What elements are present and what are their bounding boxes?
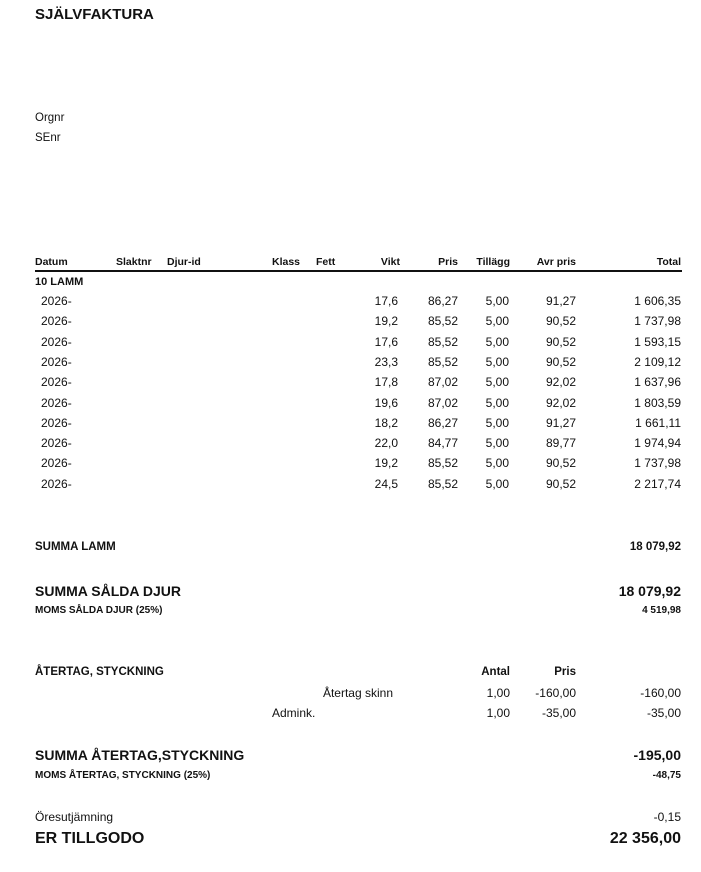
cell-total: 2 109,12	[634, 354, 681, 369]
cell-avrpris: 90,52	[545, 354, 576, 369]
summa-atertag-value: -195,00	[633, 747, 681, 763]
cell-total: 1 606,35	[634, 294, 681, 308]
cell-tillagg: 5,00	[485, 294, 509, 308]
cell-total: 1 974,94	[634, 436, 681, 451]
atertag-label: ÅTERTAG, STYCKNING	[35, 666, 164, 678]
atertag-item-pris: -160,00	[535, 686, 576, 700]
cell-avrpris: 91,27	[545, 294, 576, 308]
cell-total: 2 217,74	[634, 476, 681, 491]
oresutjamning-label: Öresutjämning	[35, 810, 114, 824]
cell-pris: 85,52	[427, 354, 458, 369]
cell-avrpris: 91,27	[545, 415, 576, 430]
cell-vikt: 19,2	[374, 314, 398, 329]
header-djurid: Djur-id	[167, 256, 201, 268]
cell-pris: 84,77	[427, 436, 458, 451]
header-datum: Datum	[35, 256, 68, 268]
cell-datum: 2026-	[41, 354, 72, 369]
header-slaktnr: Slaktnr	[116, 256, 152, 268]
atertag-item-total: -160,00	[640, 686, 681, 700]
cell-total: 1 737,98	[634, 456, 681, 471]
cell-tillagg: 5,00	[485, 334, 509, 349]
cell-vikt: 19,2	[374, 456, 398, 471]
atertag-item-pris: -35,00	[541, 706, 576, 720]
cell-vikt: 23,3	[374, 354, 398, 369]
cell-tillagg: 5,00	[485, 354, 509, 369]
cell-datum: 2026-	[41, 436, 72, 451]
tillgodo-value: 22 356,00	[609, 830, 681, 847]
cell-pris: 85,52	[427, 334, 458, 349]
atertag-item-name: Admink.	[272, 706, 316, 720]
header-fett: Fett	[316, 256, 336, 268]
summa-lamm-label: SUMMA LAMM	[35, 541, 116, 553]
group-label: 10 LAMM	[35, 276, 84, 288]
atertag-item-antal: 1,00	[486, 706, 510, 720]
moms-salda-value: 4 519,98	[642, 605, 681, 616]
atertag-item-name: Återtag skinn	[322, 686, 393, 700]
cell-avrpris: 90,52	[545, 476, 576, 491]
oresutjamning-value: -0,15	[653, 810, 681, 824]
summa-salda-value: 18 079,92	[618, 583, 681, 599]
atertag-antal-header: Antal	[481, 666, 510, 678]
cell-avrpris: 90,52	[545, 456, 576, 471]
header-vikt: Vikt	[380, 256, 400, 268]
moms-atertag-value: -48,75	[652, 770, 681, 781]
cell-total: 1 661,11	[635, 415, 681, 430]
tillgodo-label: ER TILLGODO	[35, 830, 145, 847]
cell-pris: 85,52	[427, 456, 458, 471]
cell-avrpris: 90,52	[545, 334, 576, 349]
cell-tillagg: 5,00	[485, 375, 509, 390]
cell-avrpris: 90,52	[545, 314, 576, 329]
header-klass: Klass	[272, 256, 301, 268]
cell-vikt: 24,5	[374, 476, 398, 491]
cell-tillagg: 5,00	[485, 395, 509, 410]
cell-tillagg: 5,00	[485, 476, 509, 491]
cell-avrpris: 89,77	[545, 436, 576, 451]
moms-atertag-label: MOMS ÅTERTAG, STYCKNING (25%)	[35, 770, 211, 781]
cell-datum: 2026-	[41, 334, 72, 349]
cell-datum: 2026-	[41, 375, 72, 390]
cell-pris: 86,27	[427, 415, 458, 430]
senr-label: SEnr	[35, 132, 61, 144]
header-rule	[35, 270, 682, 272]
cell-total: 1 637,96	[634, 375, 681, 390]
atertag-item-total: -35,00	[646, 706, 681, 720]
cell-total: 1 737,98	[634, 314, 681, 329]
cell-tillagg: 5,00	[485, 415, 509, 430]
cell-tillagg: 5,00	[485, 436, 509, 451]
orgnr-label: Orgnr	[35, 112, 65, 124]
cell-total: 1 803,59	[634, 395, 681, 410]
moms-salda-label: MOMS SÅLDA DJUR (25%)	[35, 605, 163, 616]
header-pris: Pris	[438, 256, 458, 268]
cell-tillagg: 5,00	[485, 456, 509, 471]
document-title: SJÄLVFAKTURA	[35, 6, 154, 23]
atertag-pris-header: Pris	[554, 666, 576, 678]
summa-salda-label: SUMMA SÅLDA DJUR	[35, 583, 181, 599]
cell-datum: 2026-	[41, 456, 72, 471]
header-tillagg: Tillägg	[476, 256, 510, 268]
summa-lamm-value: 18 079,92	[629, 541, 681, 553]
cell-vikt: 22,0	[374, 436, 398, 451]
cell-datum: 2026-	[41, 476, 72, 491]
cell-avrpris: 92,02	[545, 375, 576, 390]
cell-pris: 87,02	[427, 375, 458, 390]
cell-avrpris: 92,02	[545, 395, 576, 410]
cell-pris: 86,27	[427, 294, 458, 308]
cell-vikt: 19,6	[374, 395, 398, 410]
header-total: Total	[656, 256, 681, 268]
cell-datum: 2026-	[41, 294, 72, 308]
cell-datum: 2026-	[41, 314, 72, 329]
cell-vikt: 17,8	[374, 375, 398, 390]
cell-vikt: 17,6	[374, 334, 398, 349]
cell-vikt: 18,2	[374, 415, 398, 430]
cell-datum: 2026-	[41, 415, 72, 430]
cell-vikt: 17,6	[374, 294, 398, 308]
header-avrpris: Avr pris	[536, 256, 576, 268]
cell-datum: 2026-	[41, 395, 72, 410]
cell-pris: 85,52	[427, 476, 458, 491]
cell-total: 1 593,15	[634, 334, 681, 349]
cell-pris: 87,02	[427, 395, 458, 410]
cell-tillagg: 5,00	[485, 314, 509, 329]
atertag-item-antal: 1,00	[486, 686, 510, 700]
summa-atertag-label: SUMMA ÅTERTAG,STYCKNING	[35, 747, 245, 763]
cell-pris: 85,52	[427, 314, 458, 329]
